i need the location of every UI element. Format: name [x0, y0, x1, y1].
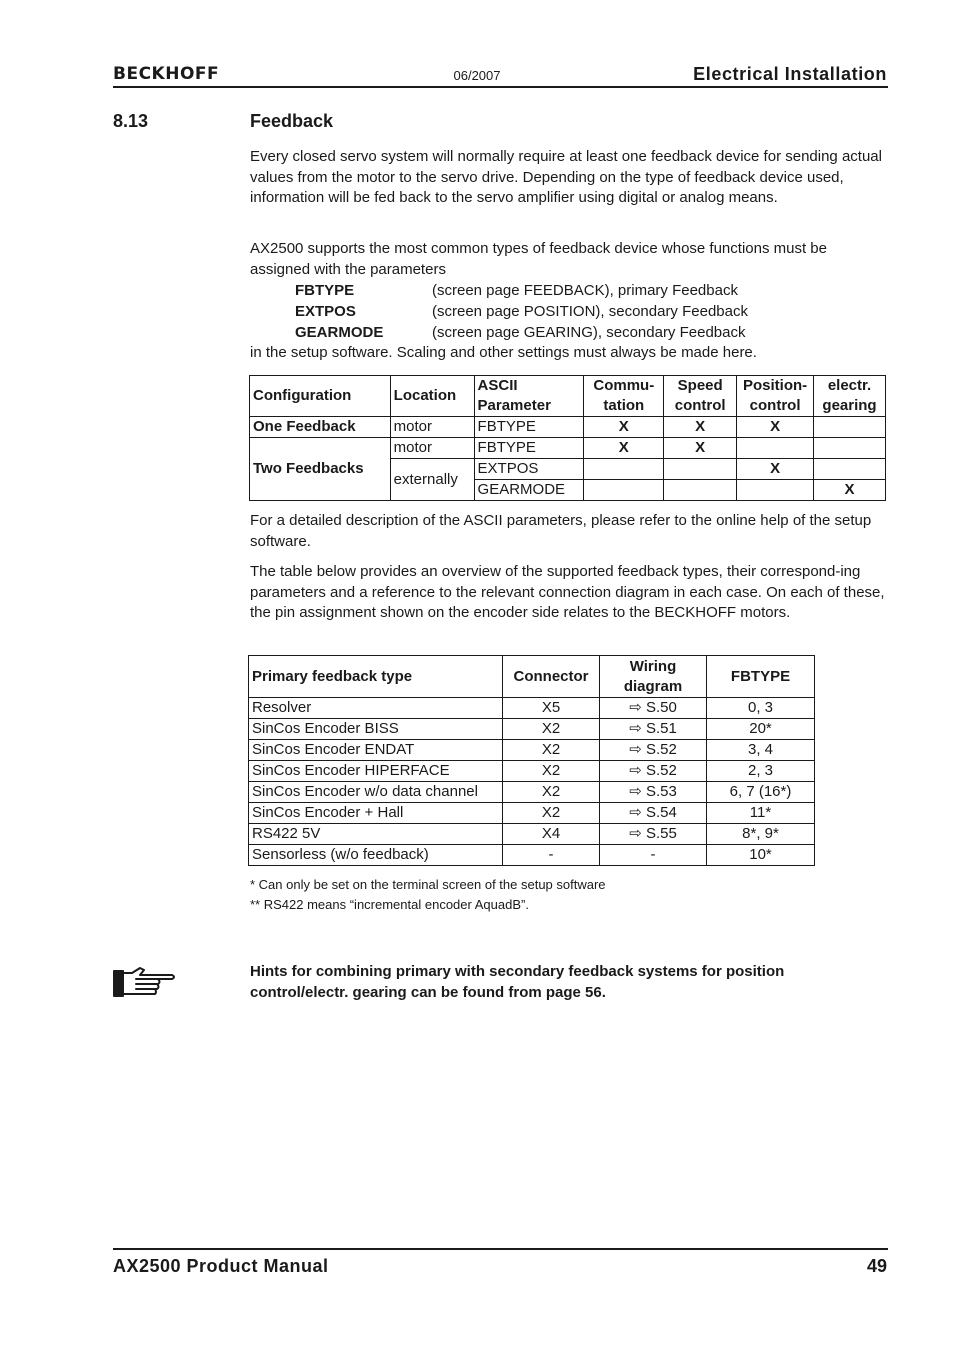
- table-row: [249, 824, 815, 845]
- ascii-help-paragraph: For a detailed description of the ASCII parameters, please refer to the online help of the setup software.: [250, 512, 872, 550]
- param-cell: FBTYPE: [474, 438, 584, 459]
- location-cell: motor: [390, 438, 474, 459]
- connector-cell: X2: [503, 782, 600, 803]
- support-paragraph: AX2500 supports the most common types of feedback device whose functions must be assigned with the parameters: [250, 240, 827, 278]
- type-cell: SinCos Encoder ENDAT: [249, 740, 503, 761]
- config-label: Two Feedbacks: [250, 438, 391, 501]
- feedback-types-table: [248, 655, 815, 866]
- hint-line: control/electr. gearing can be found from page 56.: [250, 984, 606, 1001]
- commutation-cell: [584, 459, 664, 480]
- table-row: [249, 782, 815, 803]
- footer-title: AX2500 Product Manual: [113, 1256, 329, 1276]
- position-cell: [737, 480, 814, 501]
- commutation-cell: X: [584, 438, 664, 459]
- fbtype-cell: 0, 3: [707, 698, 815, 719]
- table-header-row: [249, 656, 815, 698]
- header-rule: [113, 86, 888, 88]
- pointing-hand-icon: [112, 964, 178, 1005]
- header-date: 06/2007: [453, 68, 501, 83]
- header-cell: FBTYPE: [707, 656, 815, 698]
- fbtype-cell: 8*, 9*: [707, 824, 815, 845]
- gearing-cell: [814, 459, 886, 480]
- connector-cell: X2: [503, 761, 600, 782]
- fbtype-cell: 6, 7 (16*): [707, 782, 815, 803]
- hint-line: Hints for combining primary with secondary feedback systems for position: [250, 963, 785, 980]
- fbtype-cell: 10*: [707, 845, 815, 866]
- connector-cell: X2: [503, 803, 600, 824]
- type-cell: SinCos Encoder BISS: [249, 719, 503, 740]
- page-number: 49: [866, 1256, 887, 1276]
- diagram-cell: ⇨ S.53: [600, 782, 707, 803]
- connector-cell: X5: [503, 698, 600, 719]
- diagram-cell: ⇨ S.52: [600, 740, 707, 761]
- table-row: [250, 438, 886, 459]
- type-cell: SinCos Encoder HIPERFACE: [249, 761, 503, 782]
- header-cell: electr. gearing: [814, 376, 886, 417]
- position-cell: [737, 438, 814, 459]
- fbtype-cell: 3, 4: [707, 740, 815, 761]
- param-row-extpos: [295, 302, 748, 323]
- header-cell: Commu-tation: [584, 376, 664, 417]
- header-cell: Configuration: [250, 376, 391, 417]
- gearing-cell: [814, 438, 886, 459]
- location-cell: motor: [390, 417, 474, 438]
- table-header-row: [250, 376, 886, 417]
- type-cell: SinCos Encoder + Hall: [249, 803, 503, 824]
- header-cell: Speed control: [664, 376, 737, 417]
- param-name: GEARMODE: [295, 324, 384, 341]
- intro-paragraph: Every closed servo system will normally require at least one feedback device for sending actual values from the motor to the servo drive. Depending on the type of feedback device used, information will be fed back to the servo amplifier using digital or analog means.: [250, 148, 882, 207]
- table-row: [249, 740, 815, 761]
- table-row: [249, 803, 815, 824]
- header-cell: Position-control: [737, 376, 814, 417]
- position-cell: X: [737, 417, 814, 438]
- type-cell: Resolver: [249, 698, 503, 719]
- config-label: One Feedback: [250, 417, 391, 438]
- fbtype-cell: 11*: [707, 803, 815, 824]
- fbtype-cell: 2, 3: [707, 761, 815, 782]
- commutation-cell: X: [584, 417, 664, 438]
- diagram-cell: ⇨ S.54: [600, 803, 707, 824]
- connector-cell: X2: [503, 740, 600, 761]
- connector-cell: X4: [503, 824, 600, 845]
- type-cell: SinCos Encoder w/o data channel: [249, 782, 503, 803]
- connector-cell: X2: [503, 719, 600, 740]
- param-desc: (screen page FEEDBACK), primary Feedback: [432, 282, 738, 299]
- hint-text: [250, 961, 850, 1003]
- param-cell: FBTYPE: [474, 417, 584, 438]
- diagram-cell: ⇨ S.51: [600, 719, 707, 740]
- header-cell: Connector: [503, 656, 600, 698]
- section-number: 8.13: [113, 111, 149, 131]
- param-row-gearmode: [295, 323, 745, 344]
- fbtype-cell: 20*: [707, 719, 815, 740]
- table-row: [249, 719, 815, 740]
- diagram-cell: ⇨ S.50: [600, 698, 707, 719]
- diagram-cell: ⇨ S.55: [600, 824, 707, 845]
- configuration-table: [249, 375, 886, 501]
- commutation-cell: [584, 480, 664, 501]
- footnote-rs422: ** RS422 means “incremental encoder AquadB”.: [250, 897, 529, 912]
- diagram-cell: -: [600, 845, 707, 866]
- setup-paragraph: in the setup software. Scaling and other settings must always be made here.: [250, 344, 757, 361]
- param-name: FBTYPE: [295, 282, 355, 299]
- brand-logo: BECKHOFF: [113, 64, 220, 84]
- param-cell: GEARMODE: [474, 480, 584, 501]
- table-row: [250, 417, 886, 438]
- param-cell: EXTPOS: [474, 459, 584, 480]
- param-name: EXTPOS: [295, 303, 356, 320]
- speed-cell: X: [664, 438, 737, 459]
- param-desc: (screen page POSITION), secondary Feedback: [432, 303, 748, 320]
- header-cell: Primary feedback type: [249, 656, 503, 698]
- section-title: Feedback: [250, 111, 334, 131]
- speed-cell: [664, 480, 737, 501]
- connector-cell: -: [503, 845, 600, 866]
- table-row: [249, 761, 815, 782]
- table-row: [249, 698, 815, 719]
- type-cell: RS422 5V: [249, 824, 503, 845]
- speed-cell: X: [664, 417, 737, 438]
- footer-rule: [113, 1248, 888, 1250]
- param-desc: (screen page GEARING), secondary Feedback: [432, 324, 746, 341]
- header-section-title: Electrical Installation: [693, 64, 887, 84]
- location-cell: externally: [390, 459, 474, 501]
- table-row: [249, 845, 815, 866]
- header-cell: Location: [390, 376, 474, 417]
- speed-cell: [664, 459, 737, 480]
- gearing-cell: [814, 417, 886, 438]
- overview-paragraph: The table below provides an overview of the supported feedback types, their correspond-ing parameters and a reference to the relevant connection diagram in each case. On each of these, the pin assignment shown on the encoder side relates to the BECKHOFF motors.: [250, 563, 885, 622]
- position-cell: X: [737, 459, 814, 480]
- diagram-cell: ⇨ S.52: [600, 761, 707, 782]
- footnote-terminal: * Can only be set on the terminal screen of the setup software: [250, 877, 606, 892]
- gearing-cell: X: [814, 480, 886, 501]
- header-cell: ASCII Parameter: [474, 376, 584, 417]
- param-row-fbtype: [295, 281, 738, 302]
- type-cell: Sensorless (w/o feedback): [249, 845, 503, 866]
- header-cell: Wiring diagram: [600, 656, 707, 698]
